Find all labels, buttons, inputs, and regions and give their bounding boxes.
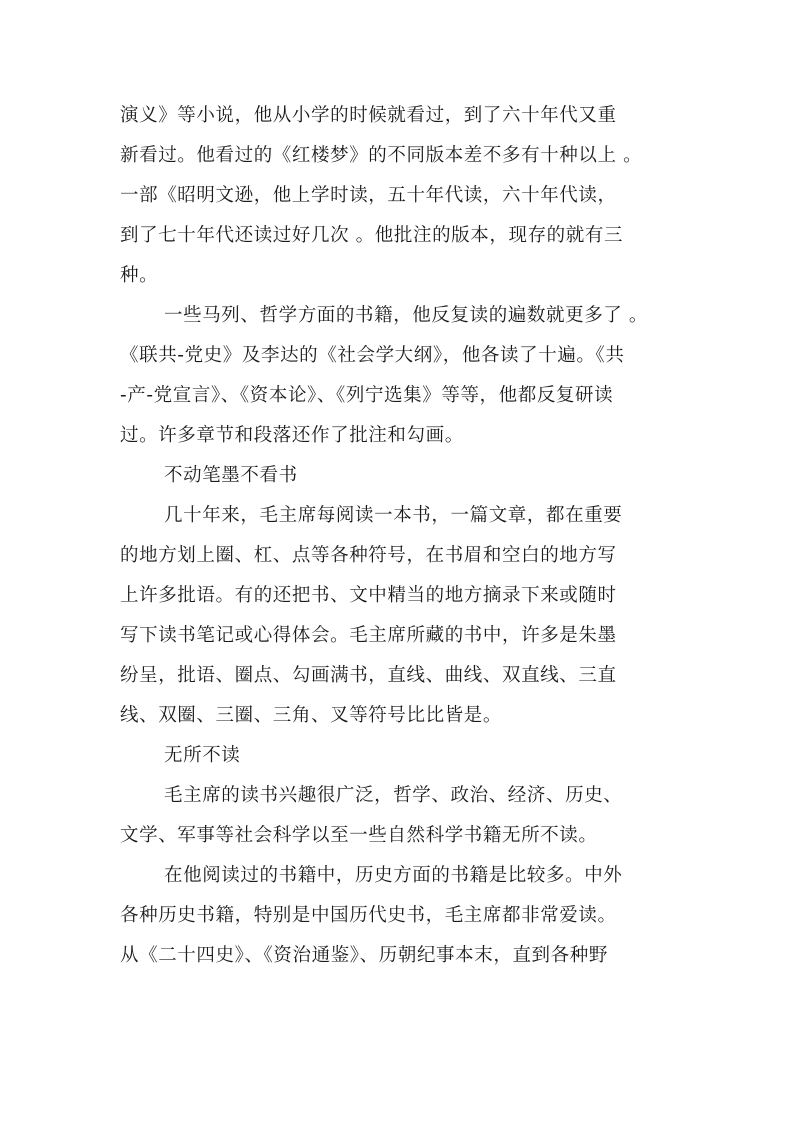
text-line-5: 种。 — [120, 265, 159, 286]
paragraph-start-line: 毛主席的读书兴趣很广泛，哲学、政治、经济、历史、 — [164, 785, 623, 806]
text-line-7: 《联共-党史》及李达的《社会学大纲》，他各读了十遍。《共 — [120, 345, 625, 366]
paragraph-start-line: 在他阅读过的书籍中，历史方面的书籍是比较多。中外 — [164, 865, 623, 886]
text-line-14: 写下读书笔记或心得体会。毛主席所藏的书中，许多是朱墨 — [120, 625, 617, 646]
text-line-9: 过。许多章节和段落还作了批注和勾画。 — [120, 425, 464, 446]
section-heading: 无所不读 — [164, 745, 241, 766]
text-line-3: 一部《昭明文逊，他上学时读，五十年代读，六十年代读， — [120, 185, 617, 206]
section-heading: 不动笔墨不看书 — [164, 465, 298, 486]
text-line-2: 新看过。他看过的《红楼梦》的不同版本差不多有十种以上 。 — [120, 145, 643, 166]
text-line-16: 线、双圈、三圈、三角、叉等符号比比皆是。 — [120, 705, 503, 726]
text-line-1: 演义》等小说，他从小学的时候就看过，到了六十年代又重 — [120, 105, 617, 126]
paragraph-start-line: 一些马列、哲学方面的书籍，他反复读的遍数就更多了 。 — [164, 305, 648, 326]
text-line-4: 到了七十年代还读过好几次 。他批注的版本，现存的就有三 — [120, 225, 624, 246]
text-line-19: 文学、军事等社会科学以至一些自然科学书籍无所不读。 — [120, 825, 598, 846]
text-line-12: 的地方划上圈、杠、点等各种符号，在书眉和空白的地方写 — [120, 545, 617, 566]
body-text — [120, 96, 690, 976]
text-line-21: 各种历史书籍，特别是中国历代史书，毛主席都非常爱读。 — [120, 905, 617, 926]
paragraph-start-line: 几十年来，毛主席每阅读一本书，一篇文章，都在重要 — [164, 505, 623, 526]
text-line-8: -产-党宣言》、《资本论》、《列宁选集》等等，他都反复研读 — [120, 385, 614, 406]
text-line-15: 纷呈，批语、圈点、勾画满书，直线、曲线、双直线、三直 — [120, 665, 617, 686]
text-line-13: 上许多批语。有的还把书、文中精当的地方摘录下来或随时 — [120, 585, 617, 606]
text-line-22: 从《二十四史》、《资治通鉴》、历朝纪事本末，直到各种野 — [120, 945, 608, 966]
